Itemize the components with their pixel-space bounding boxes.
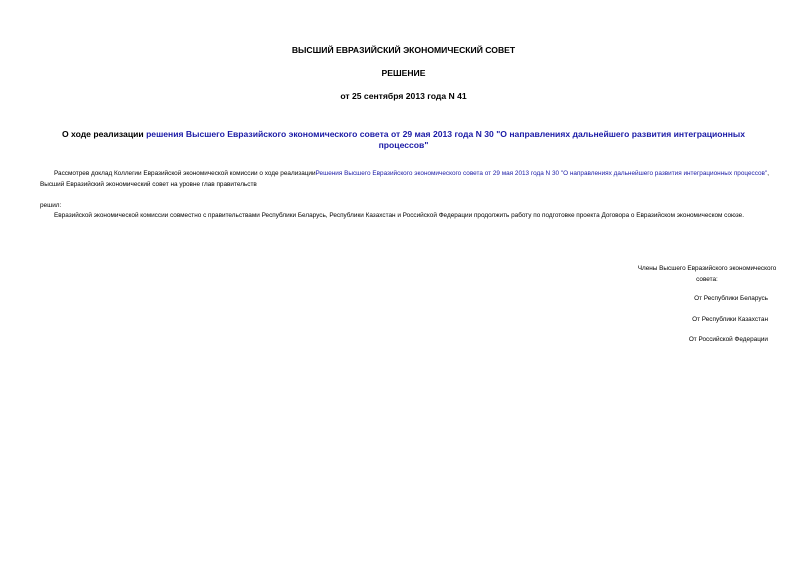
signature-members-label: Члены Высшего Евразийского экономического совета: [637,265,777,283]
title-prefix: О ходе реализации [61,129,147,139]
signature-kazakhstan: От Республики Казахстан [692,316,768,323]
date-number-heading: от 25 сентября 2013 года N 41 [340,91,467,101]
signature-russia: От Российской Федерации [688,336,768,343]
paragraph-considered-suffix: , Высший Евразийский экономический совет на уровне глав правительств [40,170,769,188]
document-type-heading: РЕШЕНИЕ [381,68,426,78]
paragraph-considered [40,169,769,190]
document-title [40,129,767,151]
title-link[interactable]: решения Высшего Евразийского экономического совета от 29 мая 2013 года N 30 "О направлениях дальнейшего развития интеграционных процессов" [146,129,746,150]
council-heading: ВЫСШИЙ ЕВРАЗИЙСКИЙ ЭКОНОМИЧЕСКИЙ СОВЕТ [291,45,516,55]
paragraph-considered-prefix: Рассмотрев доклад Коллегии Евразийской экономической комиссии о ходе реализации [54,170,316,177]
signature-belarus: От Республики Беларусь [694,295,768,302]
decided-label: решил: [40,202,62,209]
paragraph-considered-link[interactable]: Решения Высшего Евразийского экономического совета от 29 мая 2013 года N 30 "О направлениях дальнейшего развития интеграционных процессов" [315,170,768,177]
paragraph-decision: Евразийской экономической комиссии совместно с правительствами Республики Беларусь, Республики Казахстан и Российской Федерации продолжить работу по подготовке проекта Договора о Евразийском экономическом союзе. [54,212,744,219]
